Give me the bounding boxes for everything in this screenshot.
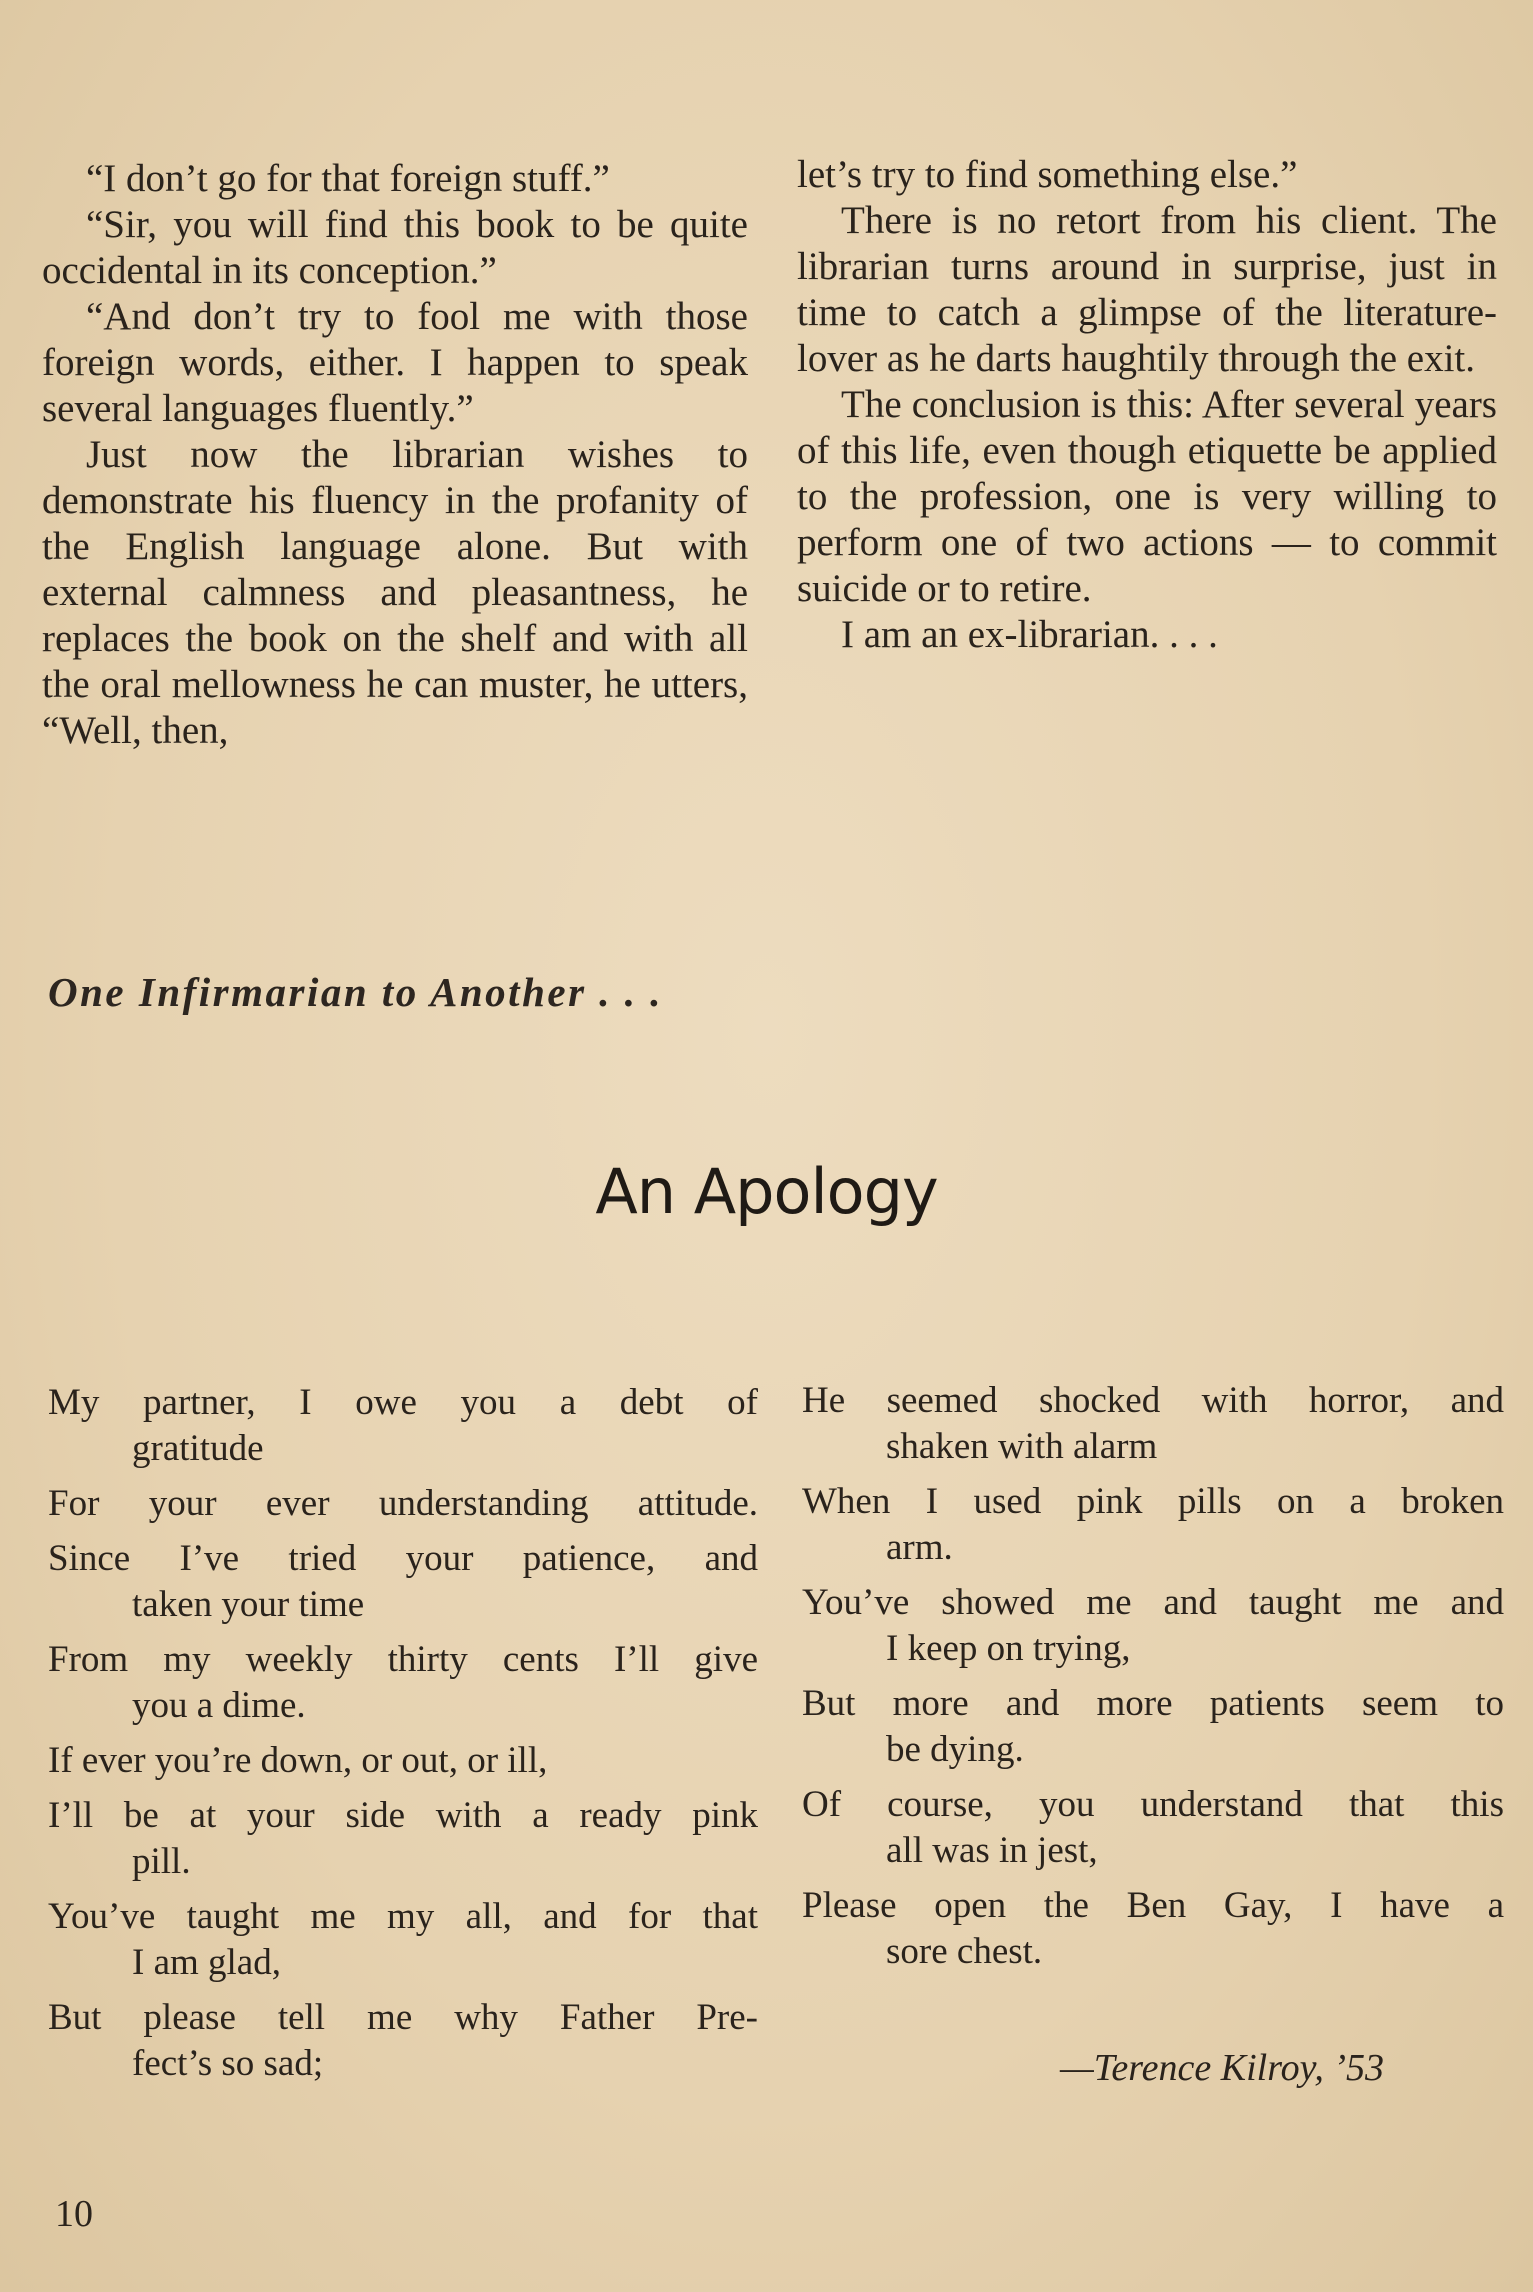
prose-paragraph: I am an ex-librarian. . . . [841,613,1218,656]
section-subtitle: One Infirmarian to Another . . . [48,969,664,1015]
poem-line [802,1883,1504,1975]
poem-line-continuation: you a dime. [132,1685,306,1726]
poem-title: An Apology [595,1155,938,1228]
poem-line-text: But more and more patients seem to [802,1683,1504,1724]
poem-line [48,1380,758,1472]
poem-line [802,1782,1504,1874]
prose-paragraph: “Sir, you will find this book to be quite occidental in its conception.” [42,203,748,292]
prose-paragraph: Just now the librarian wishes to demonstrate his fluency in the profanity of the English language alone. But with external calmness and pleasantness, he replaces the book on the shelf and with all the oral mellowness he can muster, he utters, “Well, then, [42,433,748,752]
poem-line-continuation: gratitude [132,1428,264,1469]
poem-line [802,1479,1504,1571]
poem-line-text: When I used pink pills on a broken [802,1481,1504,1522]
poem-line [48,1995,758,2087]
poem-line-text: I’ll be at your side with a ready pink [48,1795,758,1836]
prose-column-right [797,152,1497,658]
prose-paragraph: “I don’t go for that foreign stuff.” [86,157,610,200]
poem-line-continuation: pill. [132,1841,191,1882]
poem-line-continuation: fect’s so sad; [132,2043,324,2084]
poem-line-continuation: arm. [886,1527,953,1568]
author-signature: —Terence Kilroy, ’53 [1060,2047,1385,2089]
poem-line-text: If ever you’re down, or out, or ill, [48,1740,548,1781]
poem-line-text: Of course, you understand that this [802,1784,1504,1825]
prose-paragraph: There is no retort from his client. The librarian turns around in surprise, just in time to catch a glimpse of the literature-lover as he darts haughtily through the exit. [797,199,1497,380]
poem-line [48,1481,758,1527]
poem-line [48,1536,758,1628]
poem-line-continuation: I keep on trying, [886,1628,1131,1669]
poem-line-continuation: sore chest. [886,1931,1043,1972]
poem-line-continuation: taken your time [132,1584,365,1625]
poem-line-text: From my weekly thirty cents I’ll give [48,1639,758,1680]
poem-line [48,1894,758,1986]
poem-line-text: Please open the Ben Gay, I have a [802,1885,1504,1926]
poem-line-continuation: all was in jest, [886,1830,1098,1871]
page-number: 10 [55,2193,93,2235]
poem-line-continuation: shaken with alarm [886,1426,1158,1467]
poem-column-right [802,1378,1504,1984]
poem-line [48,1637,758,1729]
poem-line [802,1580,1504,1672]
poem-line-text: You’ve taught me my all, and for that [48,1896,758,1937]
poem-line-text: For your ever understanding attitude. [48,1483,758,1524]
prose-column-left [42,156,748,754]
poem-line-text: He seemed shocked with horror, and [802,1380,1504,1421]
poem-line-text: You’ve showed me and taught me and [802,1582,1504,1623]
prose-paragraph: let’s try to find something else.” [797,153,1298,196]
poem-line [802,1378,1504,1470]
poem-line [48,1793,758,1885]
poem-line-continuation: I am glad, [132,1942,281,1983]
poem-line [48,1738,758,1784]
poem-line-text: But please tell me why Father Pre- [48,1997,758,2038]
poem-line-text: Since I’ve tried your patience, and [48,1538,758,1579]
poem-line-continuation: be dying. [886,1729,1024,1770]
poem-line [802,1681,1504,1773]
prose-paragraph: The conclusion is this: After several years of this life, even though etiquette be applied to the profession, one is very willing to perform one of two actions — to commit suicide or to retire. [797,383,1497,610]
poem-line-text: My partner, I owe you a debt of [48,1382,758,1423]
poem-column-left [48,1380,758,2096]
prose-paragraph: “And don’t try to fool me with those foreign words, either. I happen to speak several languages fluently.” [42,295,748,430]
